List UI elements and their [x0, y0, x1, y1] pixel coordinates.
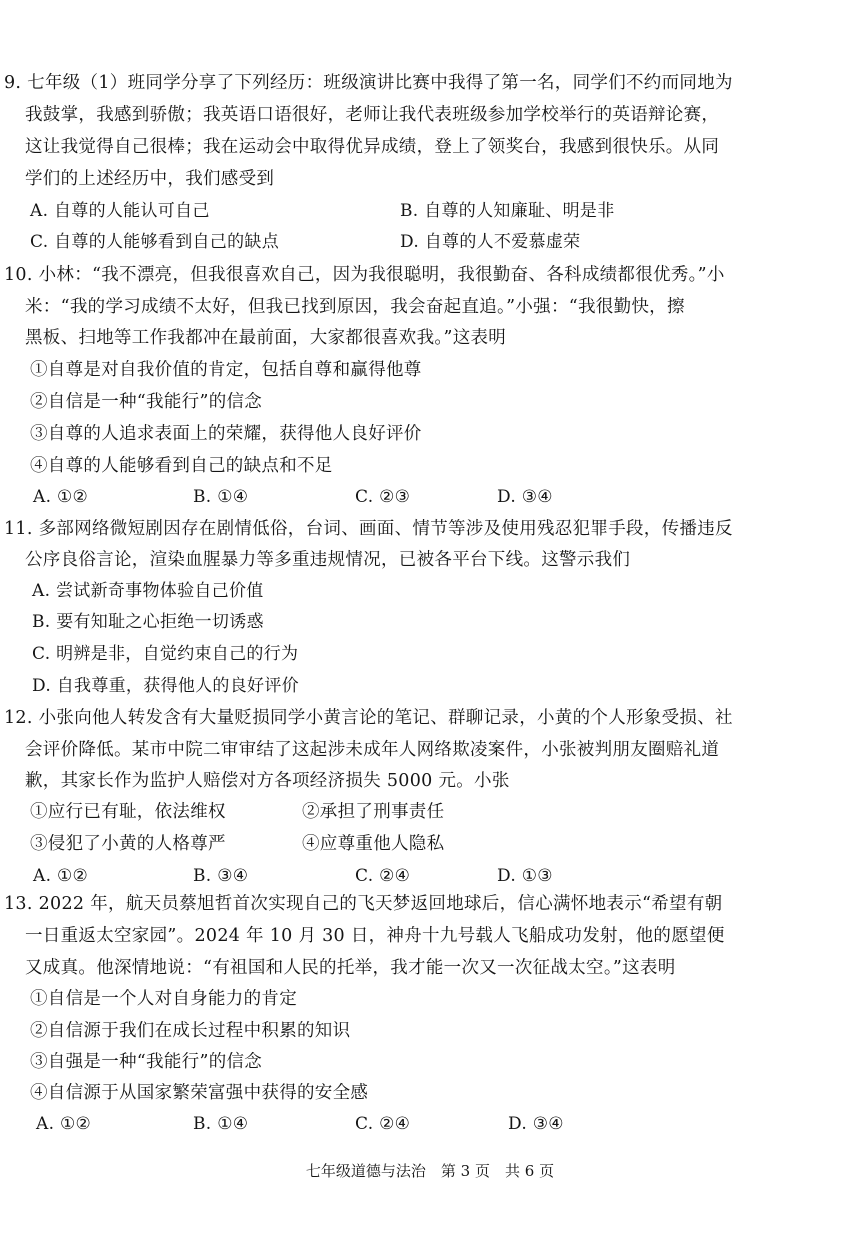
q13-stem-line-3: 又成真。他深情地说：“有祖国和人民的托举，我才能一次又一次征战太空。”这表明: [25, 958, 676, 978]
q10-option-b: B. ①④: [193, 487, 249, 507]
q10-statement-2: ②自信是一种“我能行”的信念: [30, 392, 263, 412]
q12-option-b: B. ③④: [193, 866, 249, 886]
q12-statement-2: ②承担了刑事责任: [302, 802, 445, 822]
q10-statement-1: ①自尊是对自我价值的肯定，包括自尊和赢得他尊: [30, 360, 422, 380]
q9-option-d: D. 自尊的人不爱慕虚荣: [400, 232, 581, 252]
q12-option-a: A. ①②: [33, 866, 89, 886]
q10-stem-line-1: 10. 小林：“我不漂亮，但我很喜欢自己，因为我很聪明，我很勤奋、各科成绩都很优秀。”小: [4, 265, 725, 285]
q13-option-d: D. ③④: [508, 1114, 564, 1134]
q13-stem-line-1: 13. 2022 年，航天员蔡旭哲首次实现自己的飞天梦返回地球后，信心满怀地表示“希望有朝: [4, 894, 723, 914]
q12-statement-1: ①应行已有耻，依法维权: [30, 802, 226, 822]
q12-stem-line-2: 会评价降低。某市中院二审审结了这起涉未成年人网络欺凌案件，小张被判朋友圈赔礼道: [25, 740, 720, 760]
q10-stem-line-3: 黑板、扫地等工作我都冲在最前面，大家都很喜欢我。”这表明: [25, 328, 507, 348]
q9-option-c: C. 自尊的人能够看到自己的缺点: [30, 232, 280, 252]
q9-option-b: B. 自尊的人知廉耻、明是非: [400, 201, 615, 221]
q9-stem-line-4: 学们的上述经历中，我们感受到: [25, 169, 275, 189]
q9-option-a: A. 自尊的人能认可自己: [30, 201, 210, 221]
q13-option-c: C. ②④: [355, 1114, 411, 1134]
q9-stem-line-3: 这让我觉得自己很棒；我在运动会中取得优异成绩，登上了领奖台，我感到很快乐。从同: [25, 137, 720, 157]
q11-stem-line-1: 11. 多部网络微短剧因存在剧情低俗，台词、画面、情节等涉及使用残忍犯罪手段，传播违反: [4, 519, 733, 539]
q13-option-b: B. ①④: [193, 1114, 249, 1134]
page-footer: 七年级道德与法治 第 3 页 共 6 页: [305, 1162, 555, 1180]
q9-stem-line-2: 我鼓掌，我感到骄傲；我英语口语很好，老师让我代表班级参加学校举行的英语辩论赛，: [25, 105, 720, 125]
q12-statement-4: ④应尊重他人隐私: [302, 834, 445, 854]
q11-option-b: B. 要有知耻之心拒绝一切诱惑: [32, 612, 264, 632]
q12-stem-line-1: 12. 小张向他人转发含有大量贬损同学小黄言论的笔记、群聊记录，小黄的个人形象受损、社: [4, 708, 733, 728]
q10-option-a: A. ①②: [33, 487, 89, 507]
q11-option-c: C. 明辨是非，自觉约束自己的行为: [32, 644, 299, 664]
q10-option-d: D. ③④: [497, 487, 553, 507]
q13-statement-4: ④自信源于从国家繁荣富强中获得的安全感: [30, 1083, 369, 1103]
q11-option-d: D. 自我尊重，获得他人的良好评价: [32, 676, 299, 696]
q12-option-c: C. ②④: [355, 866, 411, 886]
q10-statement-4: ④自尊的人能够看到自己的缺点和不足: [30, 456, 333, 476]
q11-option-a: A. 尝试新奇事物体验自己价值: [32, 581, 264, 601]
q11-stem-line-2: 公序良俗言论，渲染血腥暴力等多重违规情况，已被各平台下线。这警示我们: [25, 550, 631, 570]
q13-statement-2: ②自信源于我们在成长过程中积累的知识: [30, 1021, 351, 1041]
q13-statement-1: ①自信是一个人对自身能力的肯定: [30, 989, 297, 1009]
q13-option-a: A. ①②: [36, 1114, 92, 1134]
q12-option-d: D. ①③: [497, 866, 553, 886]
q13-statement-3: ③自强是一种“我能行”的信念: [30, 1052, 263, 1072]
q9-stem-line-1: 9. 七年级（1）班同学分享了下列经历：班级演讲比赛中我得了第一名，同学们不约而同地为: [4, 73, 733, 93]
q12-stem-line-3: 歉，其家长作为监护人赔偿对方各项经济损失 5000 元。小张: [25, 771, 510, 791]
q10-stem-line-2: 米：“我的学习成绩不太好，但我已找到原因，我会奋起直追。”小强：“我很勤快，擦: [25, 297, 685, 317]
q10-statement-3: ③自尊的人追求表面上的荣耀，获得他人良好评价: [30, 424, 422, 444]
q10-option-c: C. ②③: [355, 487, 411, 507]
q12-statement-3: ③侵犯了小黄的人格尊严: [30, 834, 226, 854]
q13-stem-line-2: 一日重返太空家园”。2024 年 10 月 30 日，神舟十九号载人飞船成功发射，他的愿望便: [25, 926, 725, 946]
